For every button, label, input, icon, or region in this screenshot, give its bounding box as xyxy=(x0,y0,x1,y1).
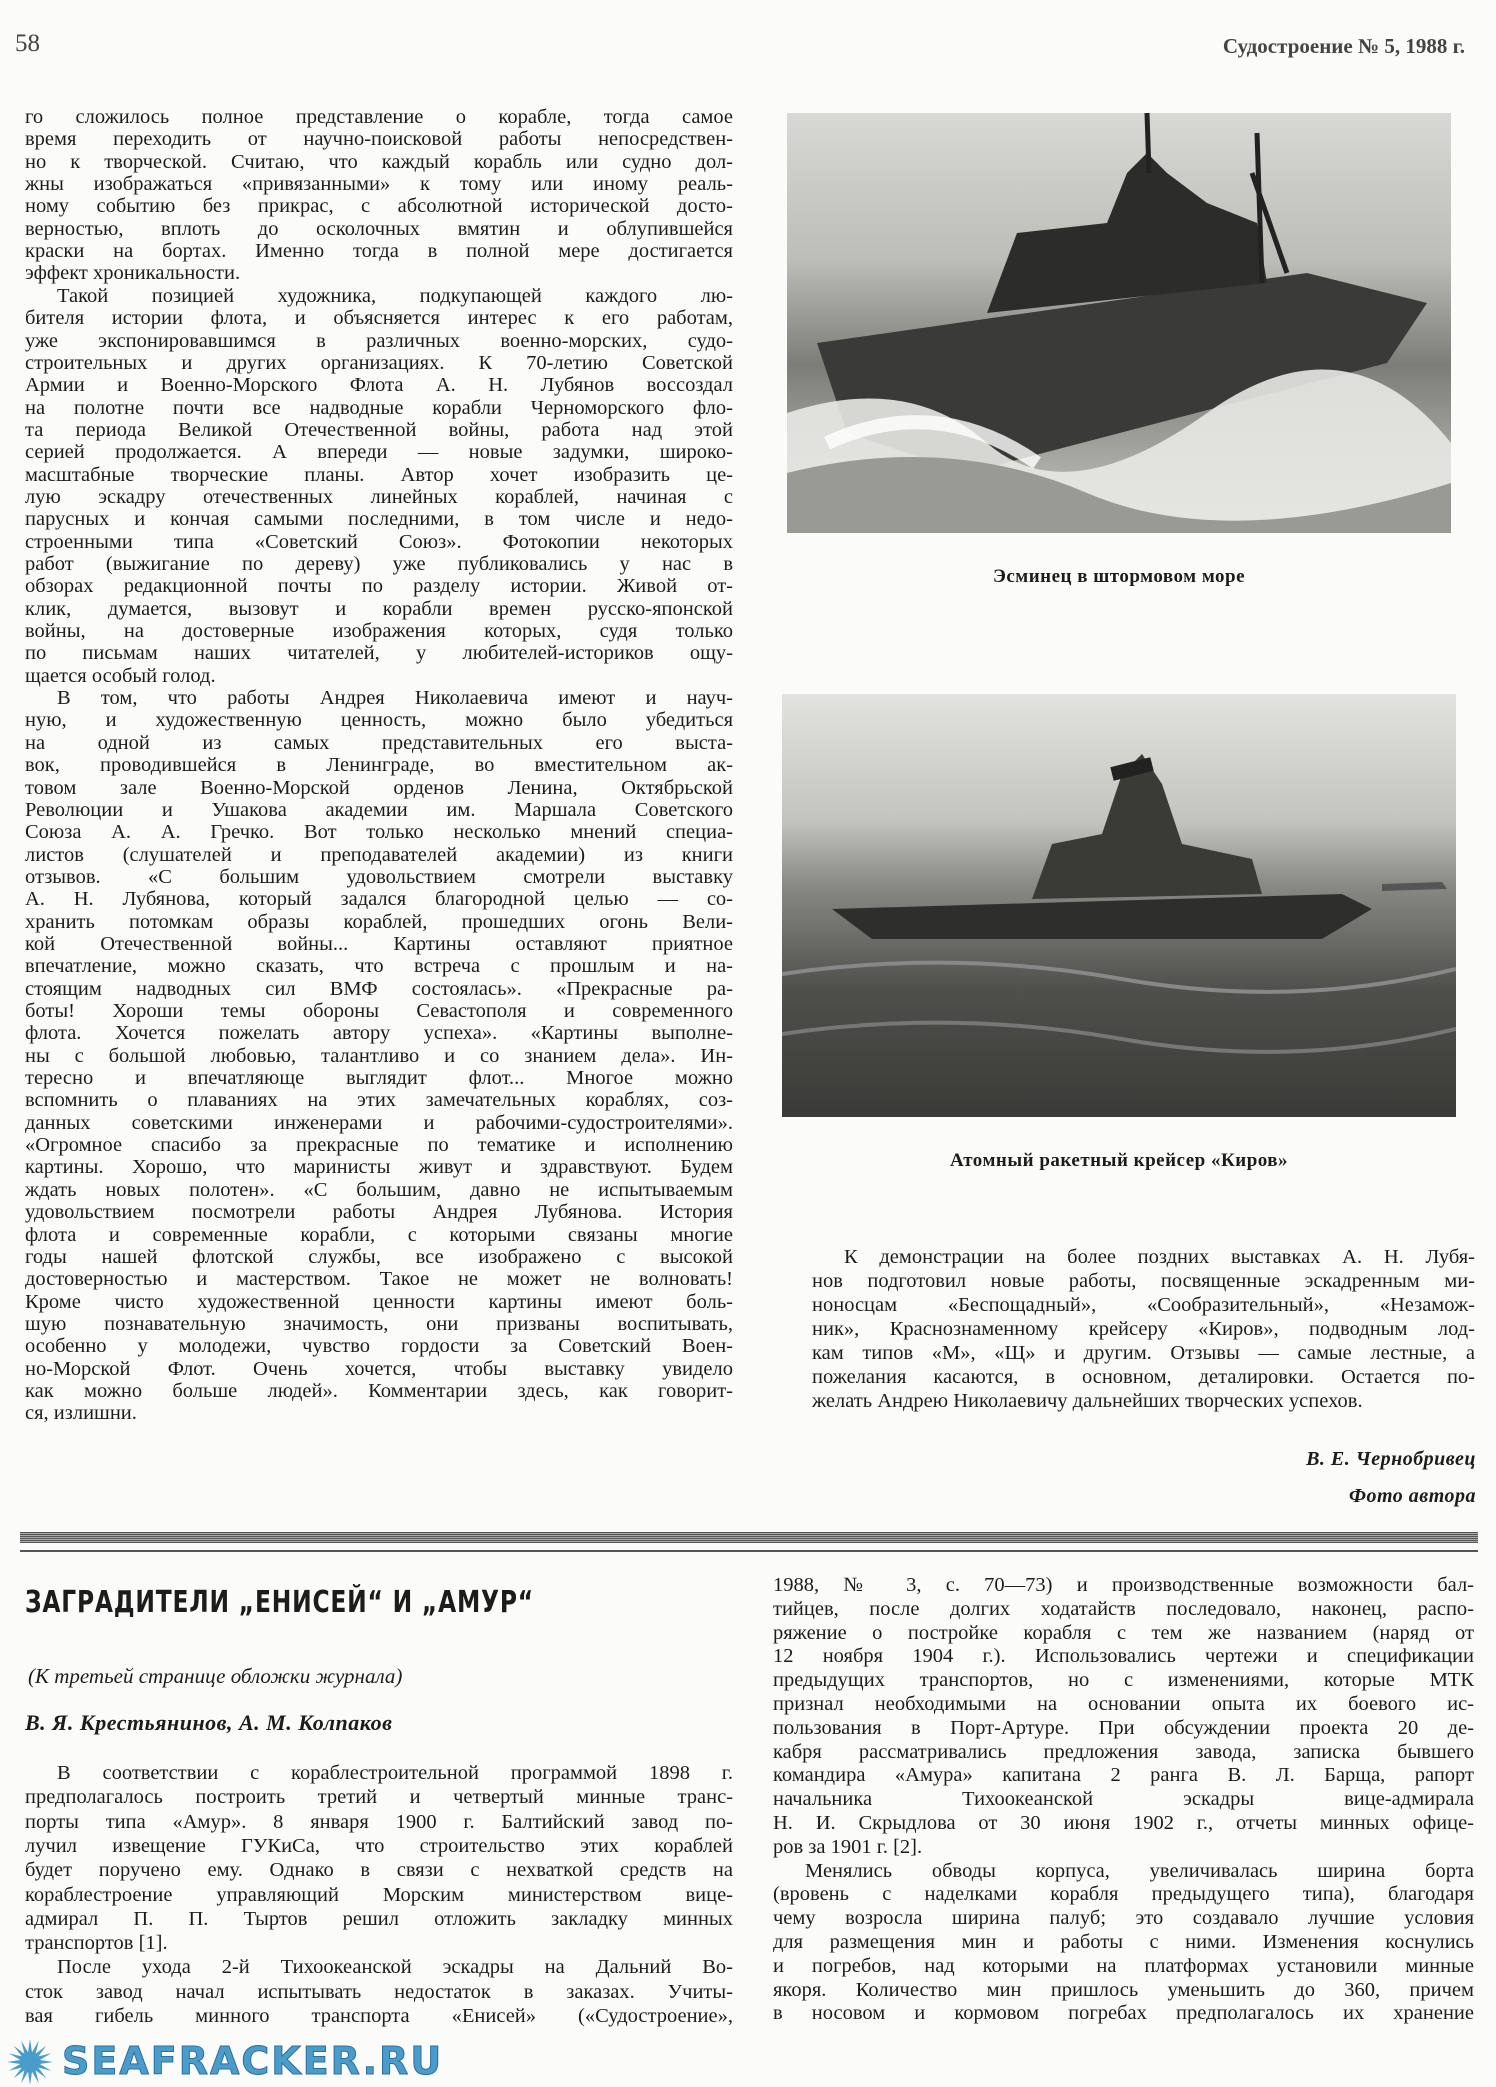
cruiser-painting-icon xyxy=(782,694,1456,1117)
photo-credit: Фото автора xyxy=(1348,1485,1476,1507)
article2-authors: В. Я. Крестьянинов, А. М. Колпаков xyxy=(25,1710,393,1735)
watermark: SEAFRACKER.RU xyxy=(62,2039,444,2083)
journal-issue: Судостроение № 5, 1988 г. xyxy=(1222,34,1465,58)
figure-destroyer xyxy=(787,113,1451,533)
page-number: 58 xyxy=(15,30,40,57)
figure-caption-cruiser: Атомный ракетный крейсер «Киров» xyxy=(949,1150,1289,1171)
watermark-starburst-icon xyxy=(6,2038,54,2086)
article2-subtitle: (К третьей странице обложки журнала) xyxy=(28,1664,403,1688)
starburst-shape xyxy=(7,2039,53,2085)
destroyer-painting-icon xyxy=(787,113,1451,533)
section-divider xyxy=(20,1532,1478,1543)
section-divider-thin xyxy=(20,1550,1478,1552)
article-author: В. Е. Чернобривец xyxy=(1306,1448,1476,1470)
figure-cruiser xyxy=(782,694,1456,1117)
figure-caption-destroyer: Эсминец в штормовом море xyxy=(992,566,1246,587)
article2-title: ЗАГРАДИТЕЛИ „ЕНИСЕЙ“ И „АМУР“ xyxy=(25,1585,534,1620)
